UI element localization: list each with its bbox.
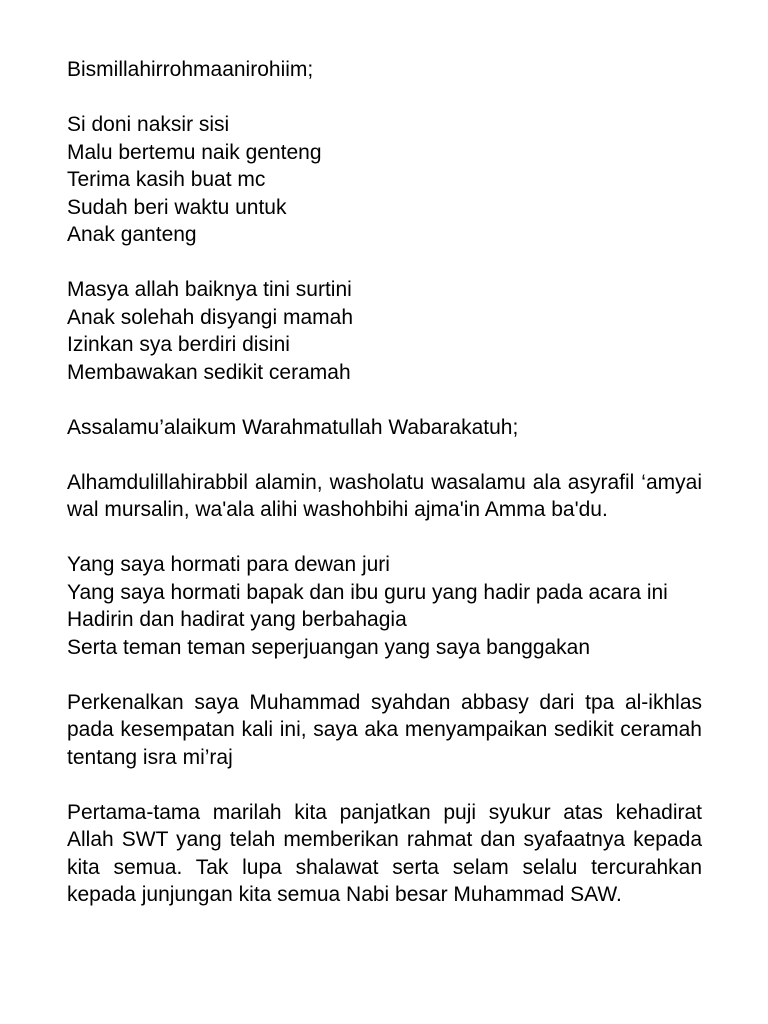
greeting-line: Yang saya hormati bapak dan ibu guru yang hadir pada acara ini: [67, 580, 668, 604]
pantun-line: Anak ganteng: [67, 223, 197, 246]
pantun-line: Malu bertemu naik genteng: [67, 140, 322, 164]
greetings-block: [67, 551, 702, 661]
greeting-line: Hadirin dan hadirat yang berbahagia: [67, 608, 407, 631]
pantun-stanza-1: [67, 111, 702, 249]
pantun-stanza-2: [67, 276, 702, 386]
pantun-line: Anak solehah disyangi mamah: [67, 305, 354, 329]
pantun-line: Terima kasih buat mc: [67, 168, 266, 191]
pantun-line: Masya allah baiknya tini surtini: [67, 278, 352, 301]
muqaddimah-paragraph: Alhamdulillahirabbil alamin, washolatu wasalamu ala asyrafil ‘amyai wal mursalin, wa'ala alihi washohbihi ajma'in Amma ba'du.: [67, 470, 702, 521]
introduction-paragraph: Perkenalkan saya Muhammad syahdan abbasy dari tpa al-ikhlas pada kesempatan kali ini, saya aka menyampaikan sedikit ceramah tentang isra mi’raj: [67, 690, 702, 769]
pantun-line: Membawakan sedikit ceramah: [67, 360, 351, 384]
greeting-line: Yang saya hormati para dewan juri: [67, 553, 390, 576]
pantun-line: Sudah beri waktu untuk: [67, 195, 287, 219]
greeting-line: Serta teman teman seperjuangan yang saya banggakan: [67, 635, 591, 659]
opening-praise-paragraph: Pertama-tama marilah kita panjatkan puji syukur atas kehadirat Allah SWT yang telah memberikan rahmat dan syafaatnya kepada kita semua. Tak lupa shalawat serta selam selalu tercurahkan kepada junjungan kita semua Nabi besar Muhammad SAW.: [67, 800, 702, 906]
pantun-line: Izinkan sya berdiri disini: [67, 333, 290, 356]
speech-text: [67, 56, 702, 936]
pantun-line: Si doni naksir sisi: [67, 113, 230, 136]
salam-line: Assalamu’alaikum Warahmatullah Wabarakatuh;: [67, 415, 519, 439]
opening-line: Bismillahirrohmaanirohiim;: [67, 58, 314, 81]
